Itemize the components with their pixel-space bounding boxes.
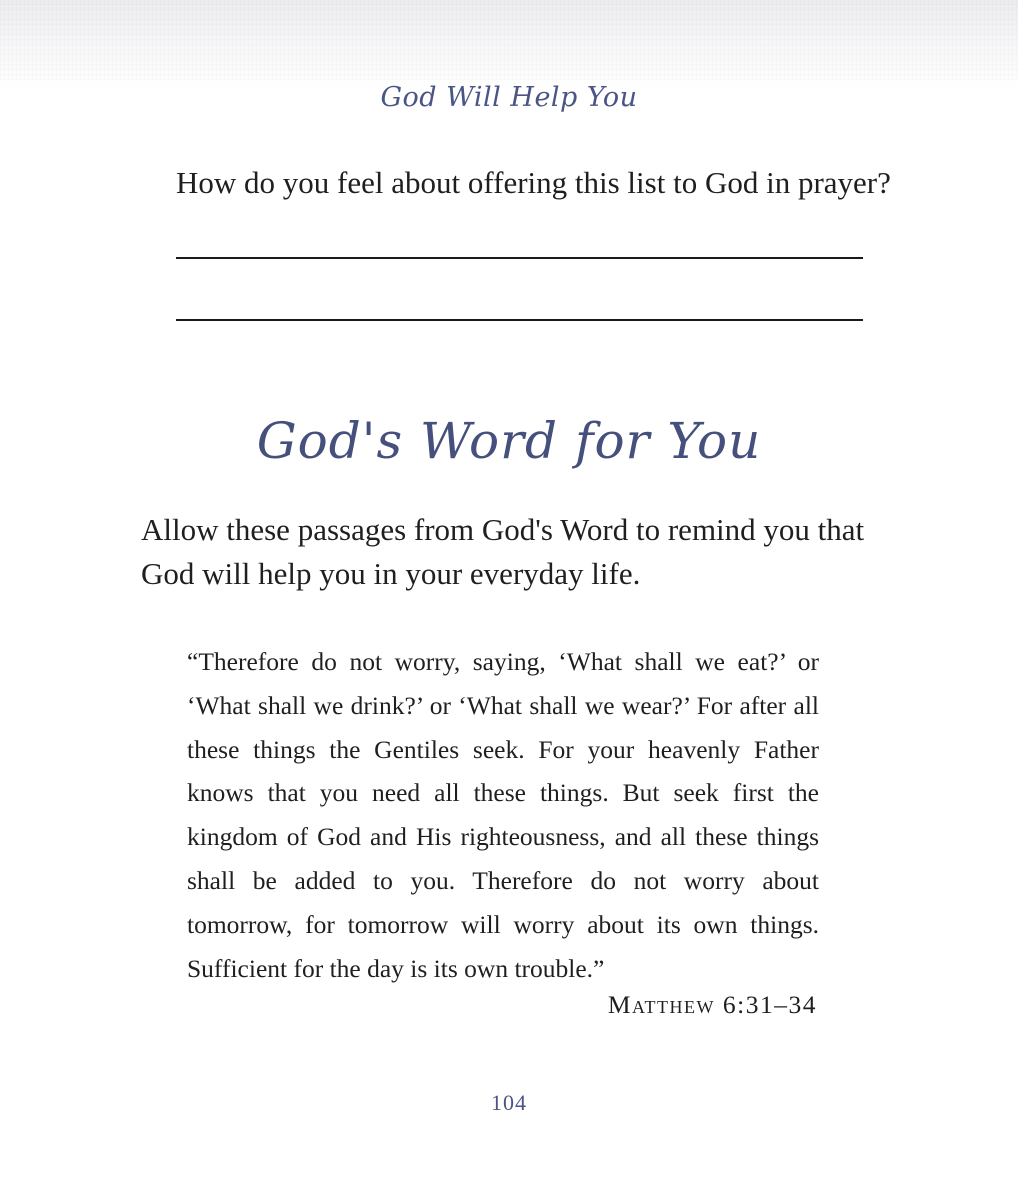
running-head: God Will Help You bbox=[380, 82, 638, 113]
scripture-reference: Matthew 6:31–34 bbox=[607, 990, 817, 1019]
section-heading: God's Word for You bbox=[256, 412, 762, 470]
page-number: 104 bbox=[491, 1090, 527, 1115]
paper-texture bbox=[0, 0, 1018, 80]
scripture-quote: “Therefore do not worry, saying, ‘What shall we eat?’ or ‘What shall we drink?’ or ‘What shall we wear?’ For after all these things the Gentiles seek. For your heavenly Father knows that you need all these things. But seek first the kingdom of God and His righteousness, and all these things shall be added to you. Therefore do not worry about tomorrow, for tomorrow will worry about its own things. Sufficient for the day is its own trouble.” bbox=[187, 647, 819, 983]
answer-line-2 bbox=[176, 319, 863, 321]
intro-paragraph: Allow these passages from God's Word to remind you that God will help you in your everyday life. bbox=[141, 512, 865, 591]
journal-prompt: How do you feel about offering this list to God in prayer? bbox=[176, 165, 891, 200]
answer-line-1 bbox=[176, 257, 863, 259]
